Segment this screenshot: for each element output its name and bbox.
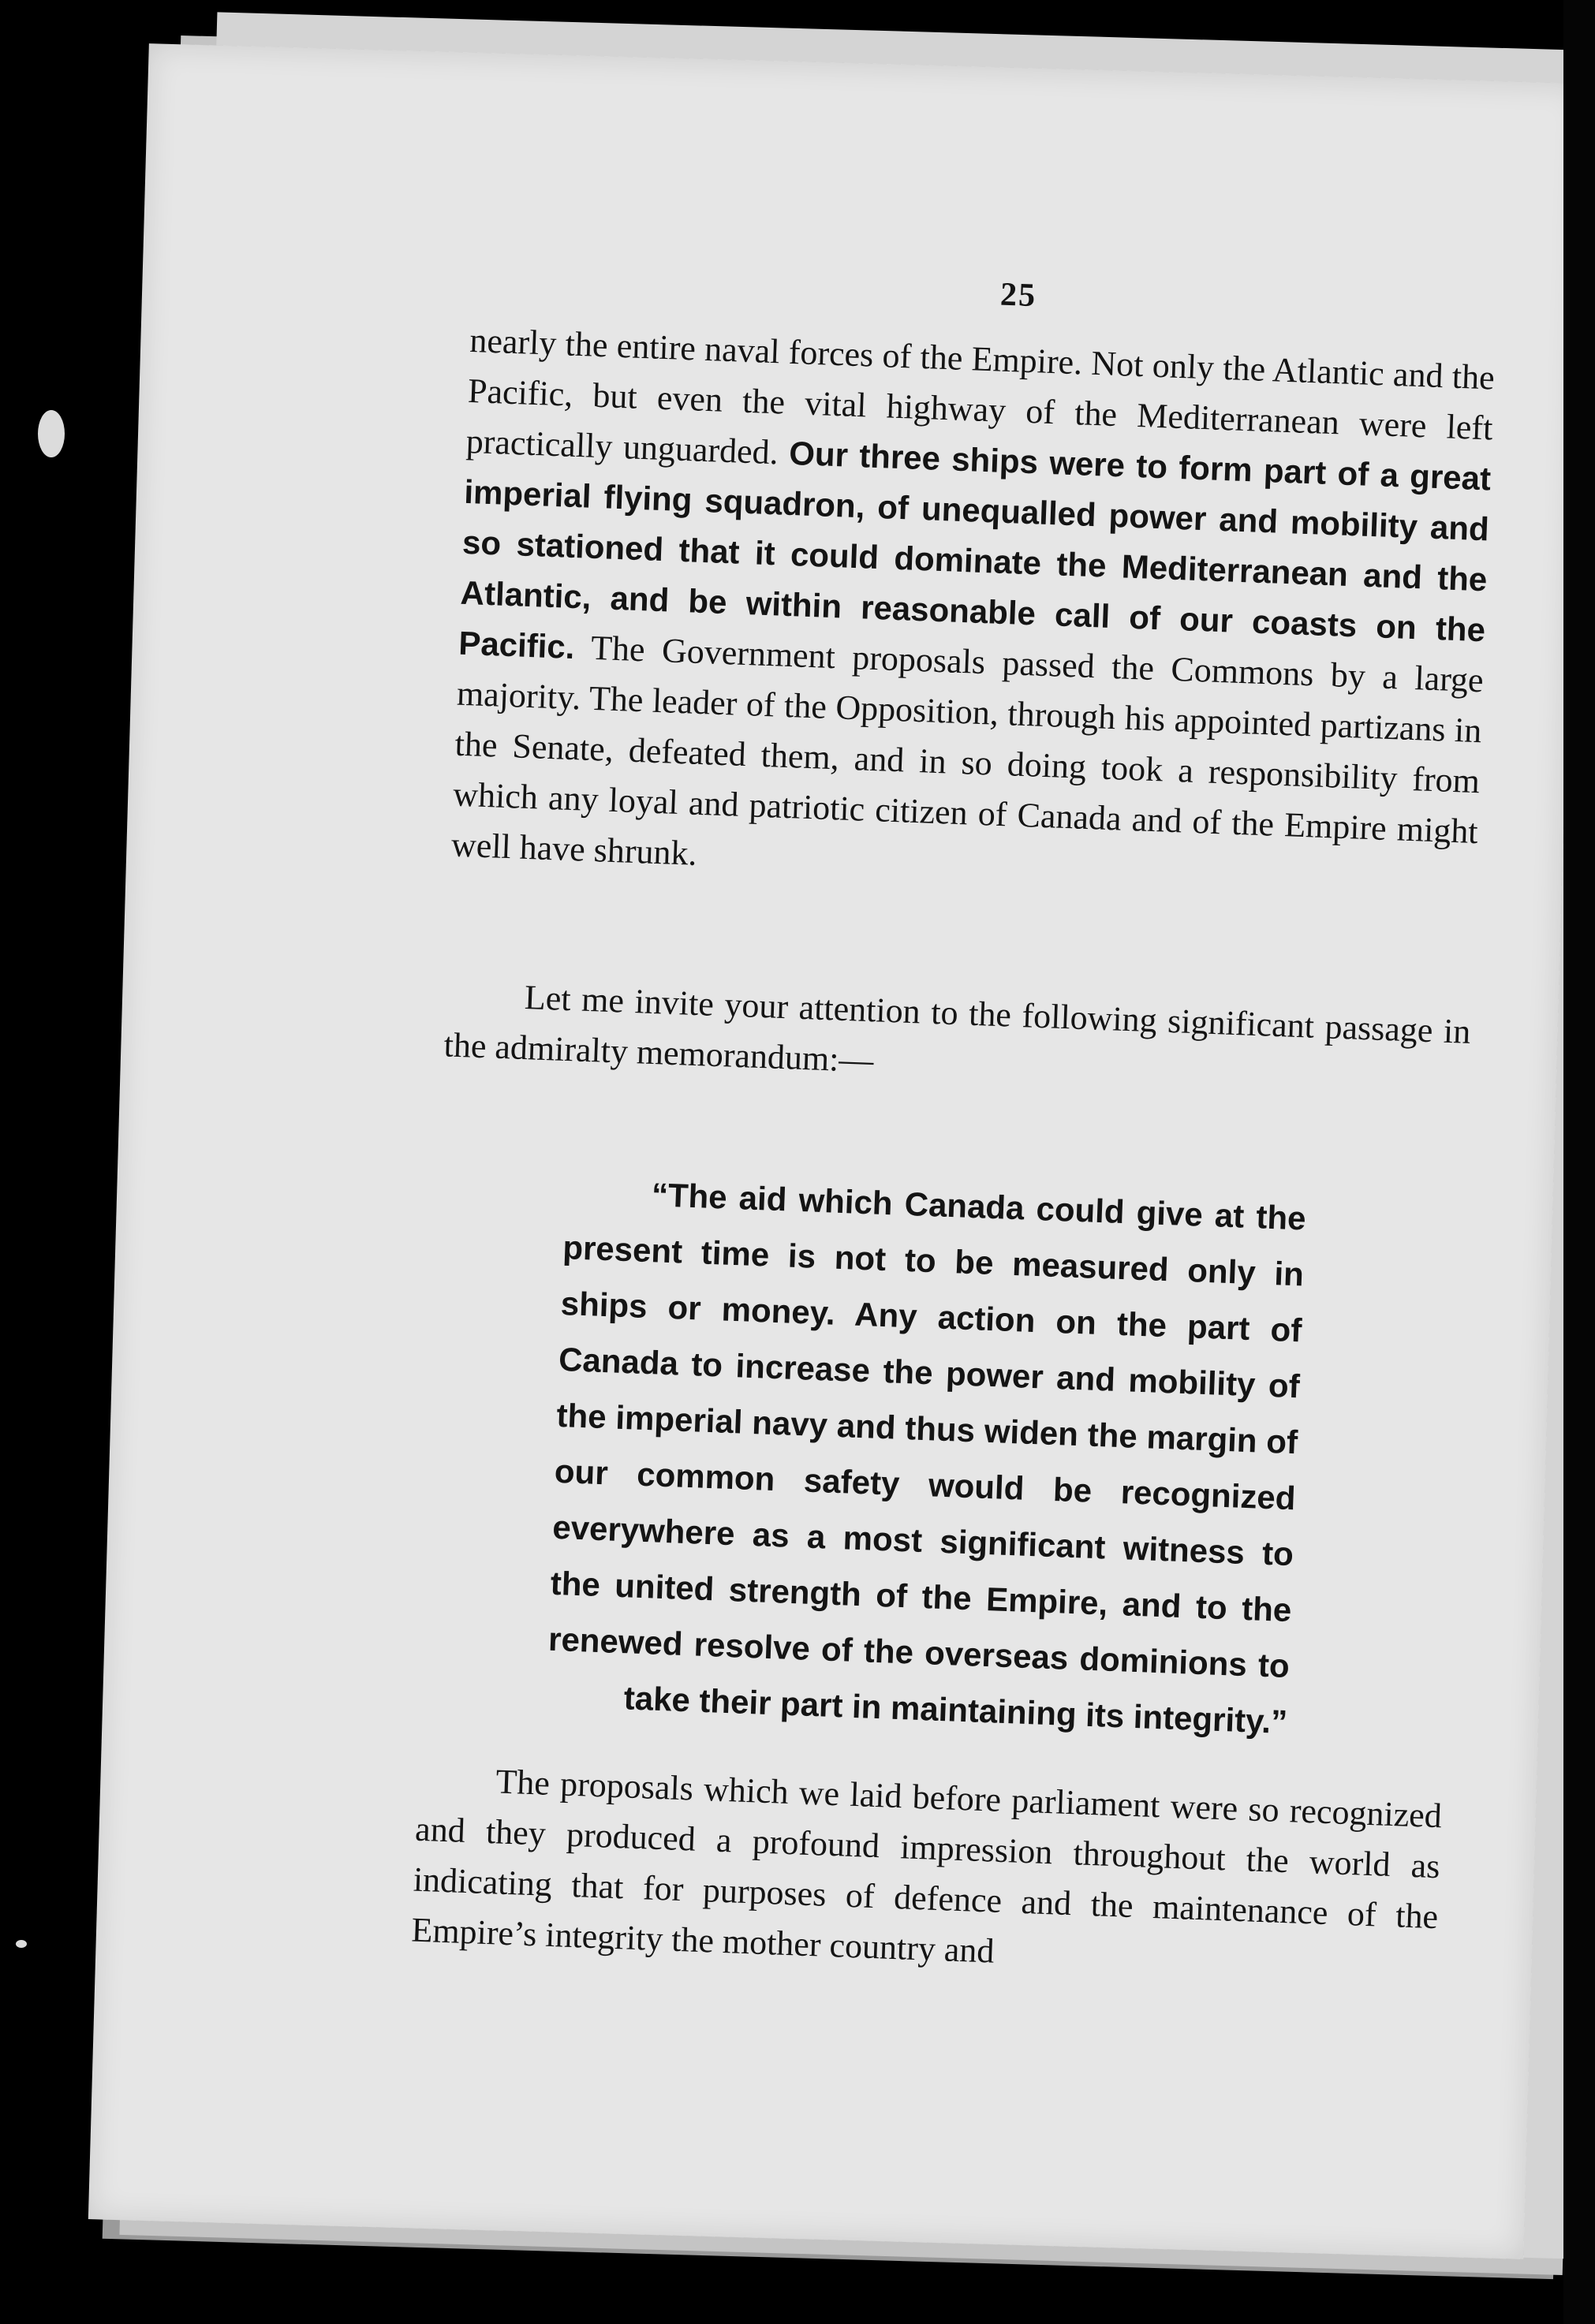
dust-speck [16, 1940, 27, 1948]
paragraph-proposals: The proposals which we laid before parliament were so recognized and they produced a profound impression throughout the world as indicating that for purposes of defence and the maintenance of the Empire’s integrity the mother country and [410, 1762, 1443, 1971]
scan-border [1563, 0, 1595, 2324]
page-number: 25 [999, 276, 1037, 315]
dust-speck [38, 410, 65, 457]
admiralty-quote: “The aid which Canada could give at the present time is not to be measured only in ships or money. Any action on the part of Canada to increase the power and mobility of the imperial navy and thus widen the margin of our common safety would be recognized everywhere as a most significant witness to the united strength of the Empire, and to the renewed resolve of the overseas dominions to take their part in maintaining its integrity.” [547, 1176, 1307, 1741]
paragraph-bold-passage: Our three ships were to form part of a great imperial flying squadron, of unequalled power and mobility and so stationed that it could dominate the Mediterranean and the Atlantic, and be within reasonable call of our coasts on the Pacific. [458, 434, 1492, 666]
paragraph-naval-forces [450, 315, 1496, 908]
paragraph-invitation: Let me invite your attention to the following significant passage in the admiralty memorandum:— [443, 978, 1472, 1080]
paragraph-lead: nearly the entire naval forces of the Empire. Not only the Atlantic and the Pacific, but even the vital highway of the Mediterranean were left practically unguarded. [465, 320, 1496, 472]
document-page [407, 244, 1498, 2095]
paragraph-tail: The Government proposals passed the Commons by a large majority. The leader of the Opposition, through his appointed partizans in the Senate, defeated them, and in so doing took a responsibility from which any loyal and patriotic citizen of Canada and of the Empire might well have shrunk. [450, 628, 1485, 873]
